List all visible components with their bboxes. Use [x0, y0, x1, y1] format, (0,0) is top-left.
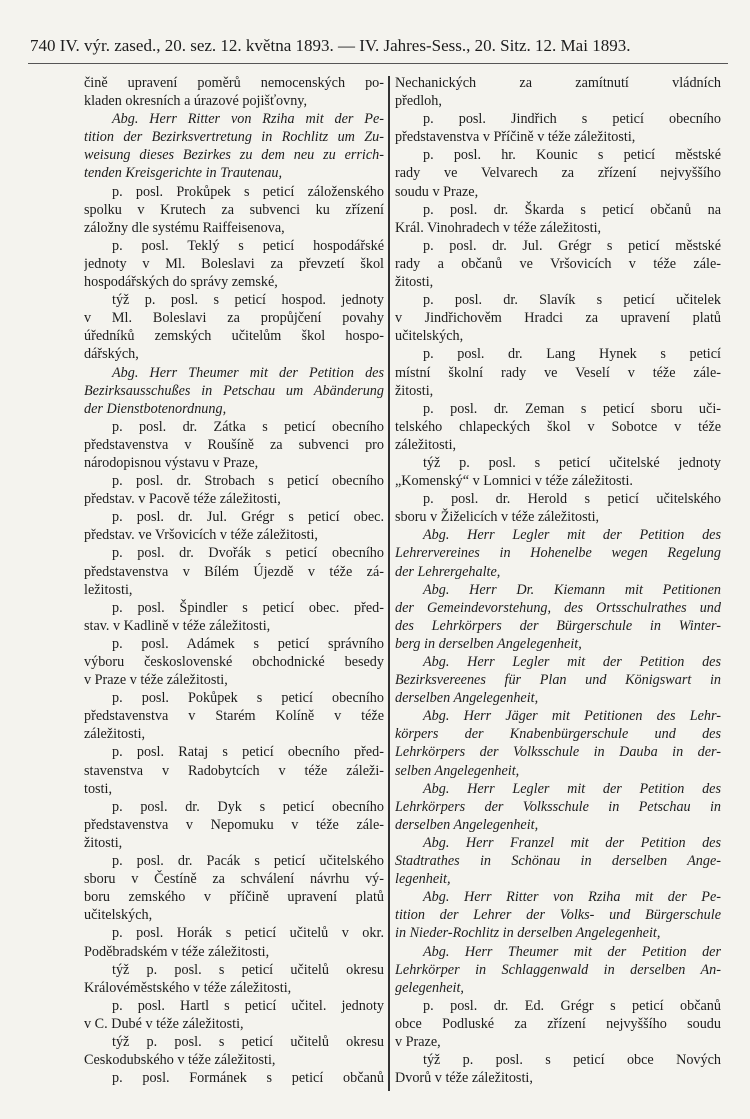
text-line: žitosti,: [84, 834, 123, 851]
text-line: představenstva v Nepomuku v téže zále-: [84, 816, 384, 833]
text-line: v Praze v téže záležitosti,: [84, 672, 228, 689]
text-line: Abg. Herr Jäger mit Petitionen des Lehr-: [423, 708, 721, 725]
text-line: v C. Dubé v téže záležitosti,: [84, 1015, 244, 1032]
paragraph: [84, 852, 384, 924]
text-line: jednoty v Ml. Boleslavi za převzetí škol: [84, 255, 384, 272]
text-line: rady ve Velvarech za zřízení nejvyššího: [395, 165, 721, 182]
text-line: dářských,: [84, 346, 139, 363]
paragraph: [84, 743, 384, 797]
paragraph: [395, 653, 721, 707]
paragraph: [84, 544, 384, 598]
text-line: soudu v Praze,: [395, 183, 479, 200]
text-line: kladen okresních a úrazové pojišťovny,: [84, 93, 308, 110]
text-line: Ceskodubského v téže záležitosti,: [84, 1052, 276, 1069]
text-line: úředníků zemských učitelům škol hospo-: [84, 328, 384, 345]
text-line: Abg. Herr Ritter von Rziha mit der Pe-: [112, 111, 384, 128]
text-line: p. posl. dr. Ed. Grégr s peticí občanů: [423, 997, 721, 1014]
text-line: výboru československé obchodnické besedy: [84, 654, 384, 670]
text-line: p. posl. dr. Lang Hynek s peticí: [423, 346, 721, 363]
paragraph: [84, 1069, 384, 1087]
text-line: Abg. Herr Theumer mit der Petition der: [423, 943, 721, 960]
paragraph: [84, 798, 384, 852]
paragraph: [84, 291, 384, 363]
text-line: p. posl. dr. Strobach s peticí obecního: [112, 473, 384, 490]
text-line: žitosti,: [395, 382, 434, 399]
text-line: p. posl. Teklý s peticí hospodářské: [112, 237, 384, 254]
text-line: p. posl. Rataj s peticí obecního před-: [112, 744, 384, 761]
paragraph: [84, 997, 384, 1033]
text-line: p. posl. dr. Jul. Grégr s peticí obec.: [112, 509, 384, 526]
text-line: představenstva v Roušíně za subvenci pro: [84, 436, 384, 453]
text-line: p. posl. dr. Zátka s peticí obecního: [112, 418, 384, 435]
text-line: učitelských,: [395, 328, 464, 345]
text-line: tosti,: [84, 780, 112, 797]
text-line: představ. ve Vršovicích v téže záležitosti,: [84, 527, 318, 544]
text-line: týž p. posl. s peticí učitelů okresu: [112, 1033, 384, 1050]
paragraph: [395, 1051, 721, 1087]
text-line: Lehrkörper in Schlaggenwald in derselben An-: [395, 961, 721, 978]
text-line: představ. v Pacově téže záležitosti,: [84, 491, 281, 508]
text-line: hospodářských do správy zemské,: [84, 274, 278, 291]
text-line: Bezirksausschußes in Petschau um Abänderung: [84, 382, 384, 399]
text-line: představenstva v Příčině v téže záležitosti,: [395, 129, 636, 146]
text-line: der Dienstbotenordnung,: [84, 400, 227, 417]
text-line: p. posl. Adámek s peticí správního: [112, 635, 384, 652]
text-line: tenden Kreisgerichte in Trautenau,: [84, 165, 283, 182]
text-line: stav. v Kadlině v téže záležitosti,: [84, 617, 271, 634]
text-line: spolku v Krutech za subvenci ku zřízení: [84, 201, 384, 218]
text-line: Abg. Herr Legler mit der Petition des: [423, 780, 721, 797]
paragraph: [395, 707, 721, 779]
right-column: [395, 74, 721, 1087]
text-line: p. posl. dr. Pacák s peticí učitelského: [112, 853, 384, 870]
paragraph: [84, 110, 384, 182]
text-line: legenheit,: [395, 871, 451, 888]
paragraph: [84, 74, 384, 110]
paragraph: [395, 834, 721, 888]
text-line: p. posl. Pokůpek s peticí obecního: [112, 690, 384, 707]
text-line: p. posl. Horák s peticí učitelů v okr.: [112, 925, 384, 942]
paragraph: [84, 599, 384, 635]
text-line: sboru v Žiželicích v téže záležitosti,: [395, 509, 600, 526]
text-line: derselben Angelegenheit,: [395, 690, 539, 707]
text-line: p. posl. dr. Jul. Grégr s peticí městské: [423, 237, 721, 254]
text-line: v Praze,: [395, 1033, 441, 1050]
text-line: „Komenský“ v Lomnici v téže záležitosti.: [395, 473, 633, 490]
text-line: Lehrervereines in Hohenelbe wegen Regelung: [395, 545, 721, 562]
text-line: žitosti,: [395, 274, 434, 291]
paragraph: [84, 1033, 384, 1069]
text-line: Poděbradském v téže záležitosti,: [84, 943, 270, 960]
text-line: p. posl. Jindřich s peticí obecního: [423, 111, 721, 128]
text-line: Stadtrathes in Schönau in derselben Ange-: [395, 853, 721, 870]
text-line: p. posl. dr. Škarda s peticí občanů na: [423, 201, 721, 218]
header-rule: [28, 63, 728, 64]
text-line: Král. Vinohradech v téže záležitosti,: [395, 219, 602, 236]
text-line: obce Podluské za zřízení nejvyššího soudu: [395, 1015, 721, 1032]
paragraph: [84, 924, 384, 960]
paragraph: [84, 237, 384, 291]
text-line: Abg. Herr Theumer mit der Petition des: [112, 364, 384, 381]
text-line: Lehrkörpers der Volksschule in Petschau in: [395, 798, 721, 815]
paragraph: [84, 635, 384, 689]
text-line: Abg. Herr Ritter von Rziha mit der Pe-: [423, 889, 721, 906]
paragraph: [395, 780, 721, 834]
text-line: čině upravení poměrů nemocenských po-: [84, 75, 384, 91]
paragraph: [395, 454, 721, 490]
text-line: p. posl. Prokůpek s peticí záloženského: [112, 183, 384, 200]
text-line: des Lehrkörpers der Bürgerschule in Winter-: [395, 617, 721, 634]
paragraph: [395, 943, 721, 997]
text-line: derselben Angelegenheit,: [395, 816, 539, 833]
text-line: p. posl. Špindler s peticí obec. před-: [112, 599, 384, 616]
text-line: záležitosti,: [395, 436, 457, 453]
paragraph: [395, 237, 721, 291]
text-line: Abg. Herr Franzel mit der Petition des: [423, 834, 721, 851]
text-line: in Nieder-Rochlitz in derselben Angelegenheit,: [395, 925, 661, 942]
paragraph: [84, 961, 384, 997]
paragraph: [84, 183, 384, 237]
paragraph: [395, 201, 721, 237]
text-line: rady a občanů ve Vršovicích v téže zále-: [395, 255, 721, 272]
text-line: berg in derselben Angelegenheit,: [395, 635, 582, 652]
text-line: týž p. posl. s peticí učitelské jednoty: [423, 454, 721, 471]
column-divider: [388, 76, 390, 1091]
left-column: [84, 74, 384, 1087]
text-line: Královéměstského v téže záležitosti,: [84, 979, 292, 996]
paragraph: [395, 490, 721, 526]
text-line: záležitosti,: [84, 726, 146, 743]
text-line: Lehrkörpers der Volksschule in Dauba in der-: [395, 744, 721, 761]
text-line: p. posl. dr. Herold s peticí učitelského: [423, 491, 721, 508]
text-line: boru zemského v příčině upravení platů: [84, 889, 384, 906]
text-line: sboru v Čestíně za schválení návrhu vý-: [84, 871, 384, 888]
text-line: p. posl. dr. Zeman s peticí sboru uči-: [423, 400, 721, 417]
paragraph: [395, 400, 721, 454]
paragraph: [84, 472, 384, 508]
text-line: p. posl. Formánek s peticí občanů: [112, 1070, 384, 1087]
text-line: p. posl. dr. Dyk s peticí obecního: [112, 798, 384, 815]
text-line: Dvorů v téže záležitosti,: [395, 1070, 533, 1087]
paragraph: [395, 74, 721, 110]
text-line: telského chlapeckých škol v Sobotce v téže: [395, 418, 721, 435]
text-line: představenstva v Starém Kolíně v téže: [84, 708, 384, 725]
text-line: Abg. Herr Dr. Kiemann mit Petitionen: [423, 581, 721, 598]
paragraph: [84, 508, 384, 544]
text-line: stavenstva v Radobytcích v téže záleži-: [84, 762, 384, 779]
text-line: týž p. posl. s peticí obce Nových: [423, 1052, 721, 1069]
text-line: národopisnou výstavu v Praze,: [84, 454, 259, 471]
text-line: p. posl. dr. Dvořák s peticí obecního: [112, 545, 384, 562]
running-header: [30, 36, 725, 60]
text-line: Abg. Herr Legler mit der Petition des: [423, 527, 721, 544]
paragraph: [395, 146, 721, 200]
paragraph: [84, 689, 384, 743]
paragraph: [395, 888, 721, 942]
text-line: körpers der Knabenbürgerschule und des: [395, 726, 721, 743]
text-line: předloh,: [395, 93, 442, 110]
paragraph: [395, 291, 721, 345]
text-line: týž p. posl. s peticí hospod. jednoty: [112, 292, 384, 309]
text-line: představenstva v Bílém Újezdě v téže zá-: [84, 563, 384, 580]
text-line: v Ml. Boleslavi za propůjčení povahy: [84, 310, 384, 327]
running-header-text: 740 IV. výr. zased., 20. sez. 12. května 1893. — IV. Jahres-Sess., 20. Sitz. 12. Mai 1893.: [30, 36, 631, 55]
text-line: der Gemeindevorstehung, des Ortsschulrathes und: [395, 599, 721, 616]
paragraph: [395, 110, 721, 146]
paragraph: [395, 345, 721, 399]
text-line: v Jindřichověm Hradci za upravení platů: [395, 310, 721, 327]
text-line: p. posl. Hartl s peticí učitel. jednoty: [112, 997, 384, 1014]
text-line: p. posl. dr. Slavík s peticí učitelek: [423, 292, 721, 309]
text-line: weisung dieses Bezirkes zu dem neu zu errich-: [84, 147, 384, 164]
text-line: ležitosti,: [84, 581, 133, 598]
text-line: tition der Lehrer der Volks- und Bürgerschule: [395, 907, 721, 924]
text-line: záložny dle systému Raiffeisenova,: [84, 219, 285, 236]
text-line: Abg. Herr Legler mit der Petition des: [423, 654, 721, 670]
text-line: tition der Bezirksvertretung in Rochlitz um Zu-: [84, 129, 384, 146]
paragraph: [84, 364, 384, 418]
text-line: der Lehrergehalte,: [395, 563, 501, 580]
text-line: místní školní rady ve Veselí v téže zále-: [395, 364, 721, 381]
text-line: selben Angelegenheit,: [395, 762, 520, 779]
text-line: týž p. posl. s peticí učitelů okresu: [112, 961, 384, 978]
paragraph: [84, 418, 384, 472]
text-line: učitelských,: [84, 907, 153, 924]
text-line: Nechanických za zamítnutí vládních: [395, 75, 721, 91]
text-line: p. posl. hr. Kounic s peticí městské: [423, 147, 721, 164]
paragraph: [395, 997, 721, 1051]
text-line: gelegenheit,: [395, 979, 464, 996]
text-line: Bezirksvereenes für Plan und Königswart in: [395, 672, 721, 689]
paragraph: [395, 526, 721, 580]
paragraph: [395, 581, 721, 653]
